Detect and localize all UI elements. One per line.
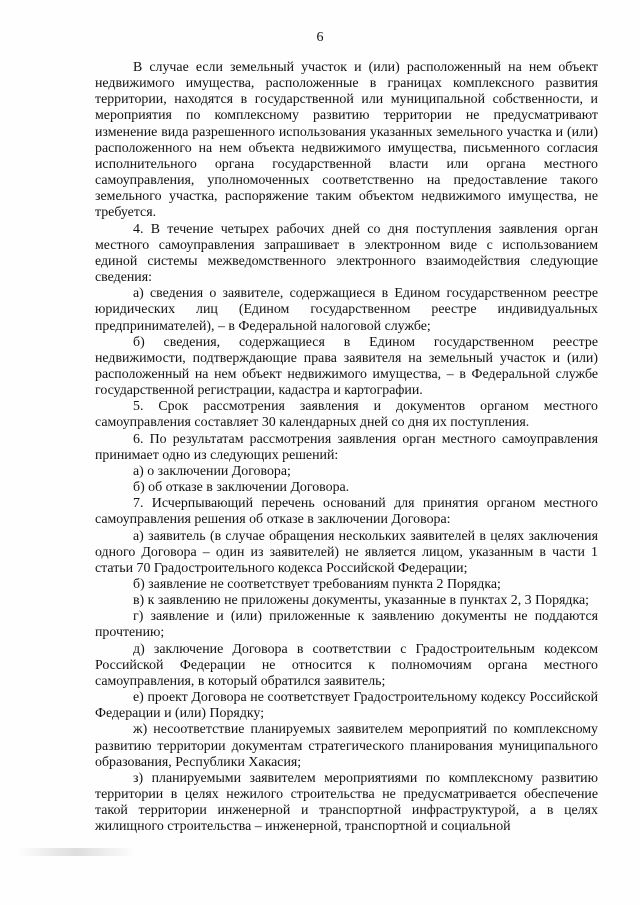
paragraph-item-7a: а) заявитель (в случае обращения нескольких заявителей в целях заключения одного Договора – один из заявителей) не является лицом, указанным в части 1 статьи 70 Градостроительного кодекса Российской Федерации;: [95, 528, 598, 576]
paragraph-item-6-decisions: 6. По результатам рассмотрения заявления орган местного самоуправления принимает одно из следующих решений:: [95, 431, 598, 463]
paragraph-item-7h: з) планируемыми заявителем мероприятиями по комплексному развитию территории в целях нежилого строительства не предусматривается обеспечение такой территории инженерной и транспортной инфраструктурой, а в целях жилищного строительства – инженерной, транспортной и социальной: [95, 770, 598, 835]
page-number: 6: [316, 30, 324, 45]
paragraph-item-7c: в) к заявлению не приложены документы, указанные в пунктах 2, 3 Порядка;: [133, 593, 590, 609]
paragraph-item-4b-rosreestr: б) сведения, содержащиеся в Едином государственном реестре недвижимости, подтверждающие права заявителя на земельный участок и (или) расположенный на нем объект недвижимого имущества, – в Федеральной службе государственной регистрации, кадастра и картографии.: [95, 334, 598, 399]
paragraph-item-6b-refusal: б) об отказе в заключении Договора.: [133, 480, 350, 496]
paragraph-item-5-review-period: 5. Срок рассмотрения заявления и документов органом местного самоуправления составляет 30 календарных дней со дня их поступления.: [95, 399, 598, 431]
paragraph-item-7e: д) заключение Договора в соответствии с Градостроительным кодексом Российской Федерации не относится к полномочиям органа местного самоуправления, в который обратился заявитель;: [95, 641, 598, 689]
document-body: [95, 60, 598, 836]
paragraph-item-7-refusal-grounds: 7. Исчерпывающий перечень оснований для принятия органом местного самоуправления решения об отказе в заключении Договора:: [95, 496, 598, 528]
paragraph-item-4-interagency-request: 4. В течение четырех рабочих дней со дня поступления заявления орган местного самоуправления запрашивает в электронном виде с использованием единой системы межведомственного электронного взаимодействия следующие сведения:: [95, 221, 598, 286]
paragraph-item-6a-conclusion: а) о заключении Договора;: [133, 463, 291, 479]
scan-artifact: [16, 848, 136, 856]
paragraph-land-ownership-consent: В случае если земельный участок и (или) расположенный на нем объект недвижимого имущества, расположенные в границах комплексного развития территории, находятся в государственной или муниципальной собственности, и мероприятия по комплексному развитию территории не предусматривают изменение вида разрешенного использования указанных земельного участка и (или) расположенного на нем объекта недвижимого имущества, письменного согласия исполнительного органа государственной власти или органа местного самоуправления, уполномоченных соответственно на предоставление такого земельного участка, распоряжение таким объектом недвижимого имущества, не требуется.: [95, 60, 598, 221]
paragraph-item-7g: ж) несоответствие планируемых заявителем мероприятий по комплексному развитию территории документам стратегического планирования муниципального образования, Республики Хакасия;: [95, 722, 598, 770]
paragraph-item-7f: е) проект Договора не соответствует Градостроительному кодексу Российской Федерации и (или) Порядку;: [95, 690, 598, 722]
paragraph-item-4a-tax-service: а) сведения о заявителе, содержащиеся в Едином государственном реестре юридических лиц (Едином государственном реестре индивидуальных предпринимателей), – в Федеральной налоговой службе;: [95, 286, 598, 334]
paragraph-item-7d: г) заявление и (или) приложенные к заявлению документы не поддаются прочтению;: [95, 609, 598, 641]
paragraph-item-7b: б) заявление не соответствует требованиям пункта 2 Порядка;: [133, 577, 501, 592]
